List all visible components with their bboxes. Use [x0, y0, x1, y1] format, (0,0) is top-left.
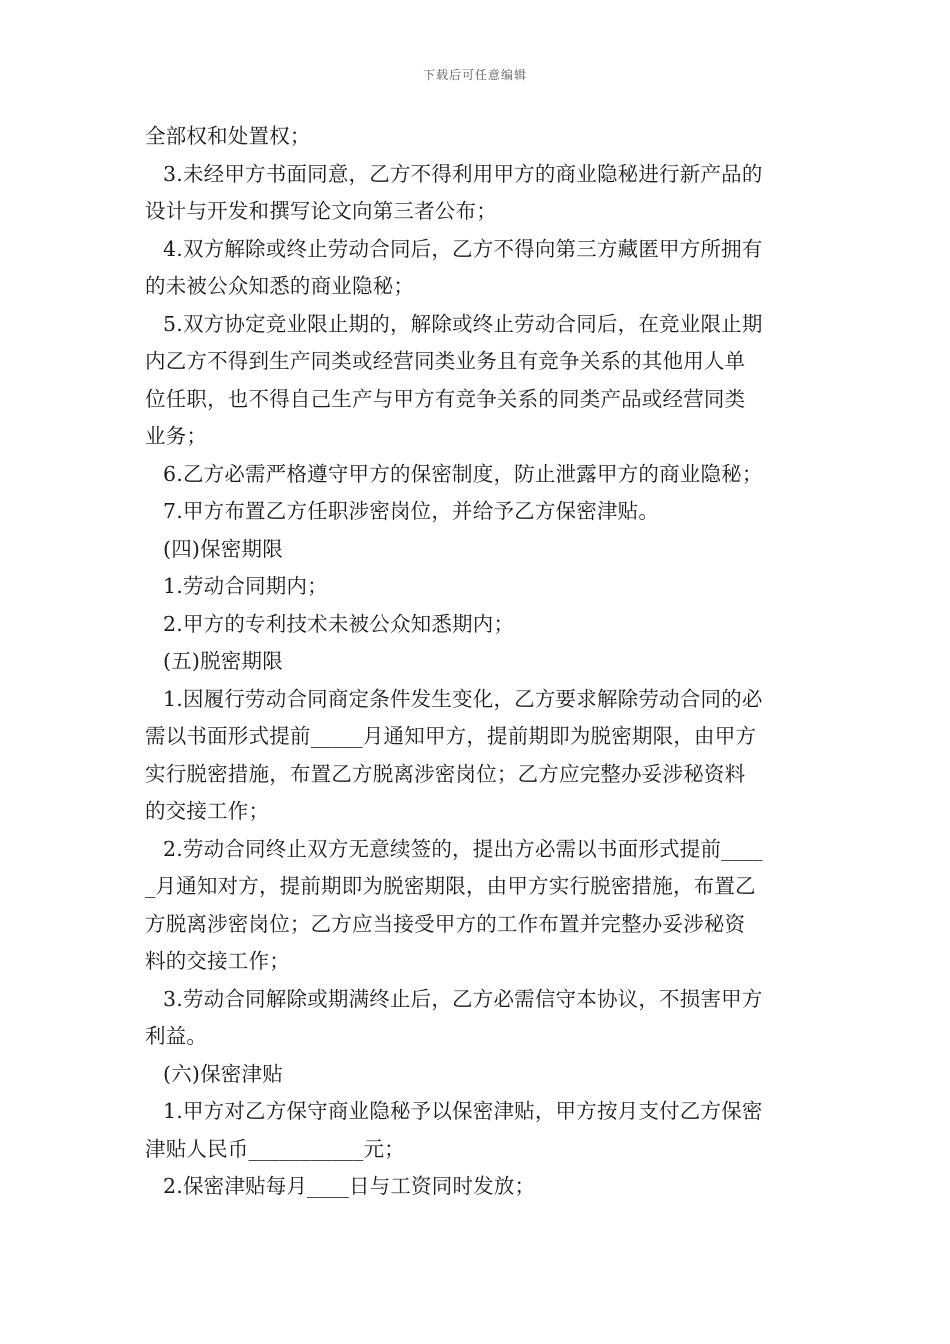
text-line: 内乙方不得到生产同类或经营同类业务且有竞争关系的其他用人单 — [145, 349, 746, 373]
text-line: 需以书面形式提前_____月通知甲方，提前期即为脱密期限，由甲方 — [145, 724, 757, 748]
text-line: 料的交接工作； — [145, 949, 290, 973]
section-heading: (六)保密津贴 — [163, 1061, 283, 1086]
text-line: 6.乙方必需严格遵守甲方的保密制度，防止泄露甲方的商业隐秘； — [163, 461, 763, 486]
text-line: 5.双方协定竞业限止期的，解除或终止劳动合同后，在竞业限止期 — [163, 311, 763, 336]
text-line: 业务； — [145, 424, 208, 448]
text-line: 3.劳动合同解除或期满终止后，乙方必需信守本协议，不损害甲方 — [163, 986, 763, 1011]
section-heading: (五)脱密期限 — [163, 649, 283, 673]
header-note: 下载后可任意编辑 — [422, 68, 527, 82]
text-line: 2.甲方的专利技术未被公众知悉期内； — [163, 611, 515, 636]
text-line: 位任职，也不得自己生产与甲方有竞争关系的同类产品或经营同类 — [145, 386, 746, 411]
text-line: 全部权和处置权； — [145, 124, 311, 148]
text-line: 设计与开发和撰写论文向第三者公布； — [145, 199, 497, 223]
text-line: 2.保密津贴每月____日与工资同时发放； — [163, 1174, 536, 1198]
text-line: 津贴人民币___________元； — [145, 1136, 405, 1161]
document-body — [145, 118, 810, 1206]
text-line: _月通知对方，提前期即为脱密期限，由甲方实行脱密措施，布置乙 — [145, 874, 756, 898]
text-line: 3.未经甲方书面同意，乙方不得利用甲方的商业隐秘进行新产品的 — [163, 161, 763, 186]
text-line: 方脱离涉密岗位；乙方应当接受甲方的工作布置并完整办妥涉秘资 — [145, 911, 746, 936]
text-line: 7.甲方布置乙方任职涉密岗位，并给予乙方保密津贴。 — [163, 499, 660, 523]
text-line: 1.因履行劳动合同商定条件发生变化，乙方要求解除劳动合同的必 — [163, 686, 763, 711]
text-line: 1.甲方对乙方保守商业隐秘予以保密津贴，甲方按月支付乙方保密 — [163, 1099, 763, 1123]
text-line: 的交接工作； — [145, 799, 270, 823]
text-line: 的未被公众知悉的商业隐秘； — [145, 274, 415, 298]
section-heading: (四)保密期限 — [163, 536, 283, 561]
text-line: 利益。 — [145, 1024, 208, 1048]
text-line: 1.劳动合同期内； — [163, 574, 328, 598]
text-line: 2.劳动合同终止双方无意续签的，提出方必需以书面形式提前____ — [163, 836, 763, 861]
text-line: 4.双方解除或终止劳动合同后，乙方不得向第三方藏匿甲方所拥有 — [163, 236, 763, 261]
text-line: 实行脱密措施，布置乙方脱离涉密岗位；乙方应完整办妥涉秘资料 — [145, 761, 746, 786]
